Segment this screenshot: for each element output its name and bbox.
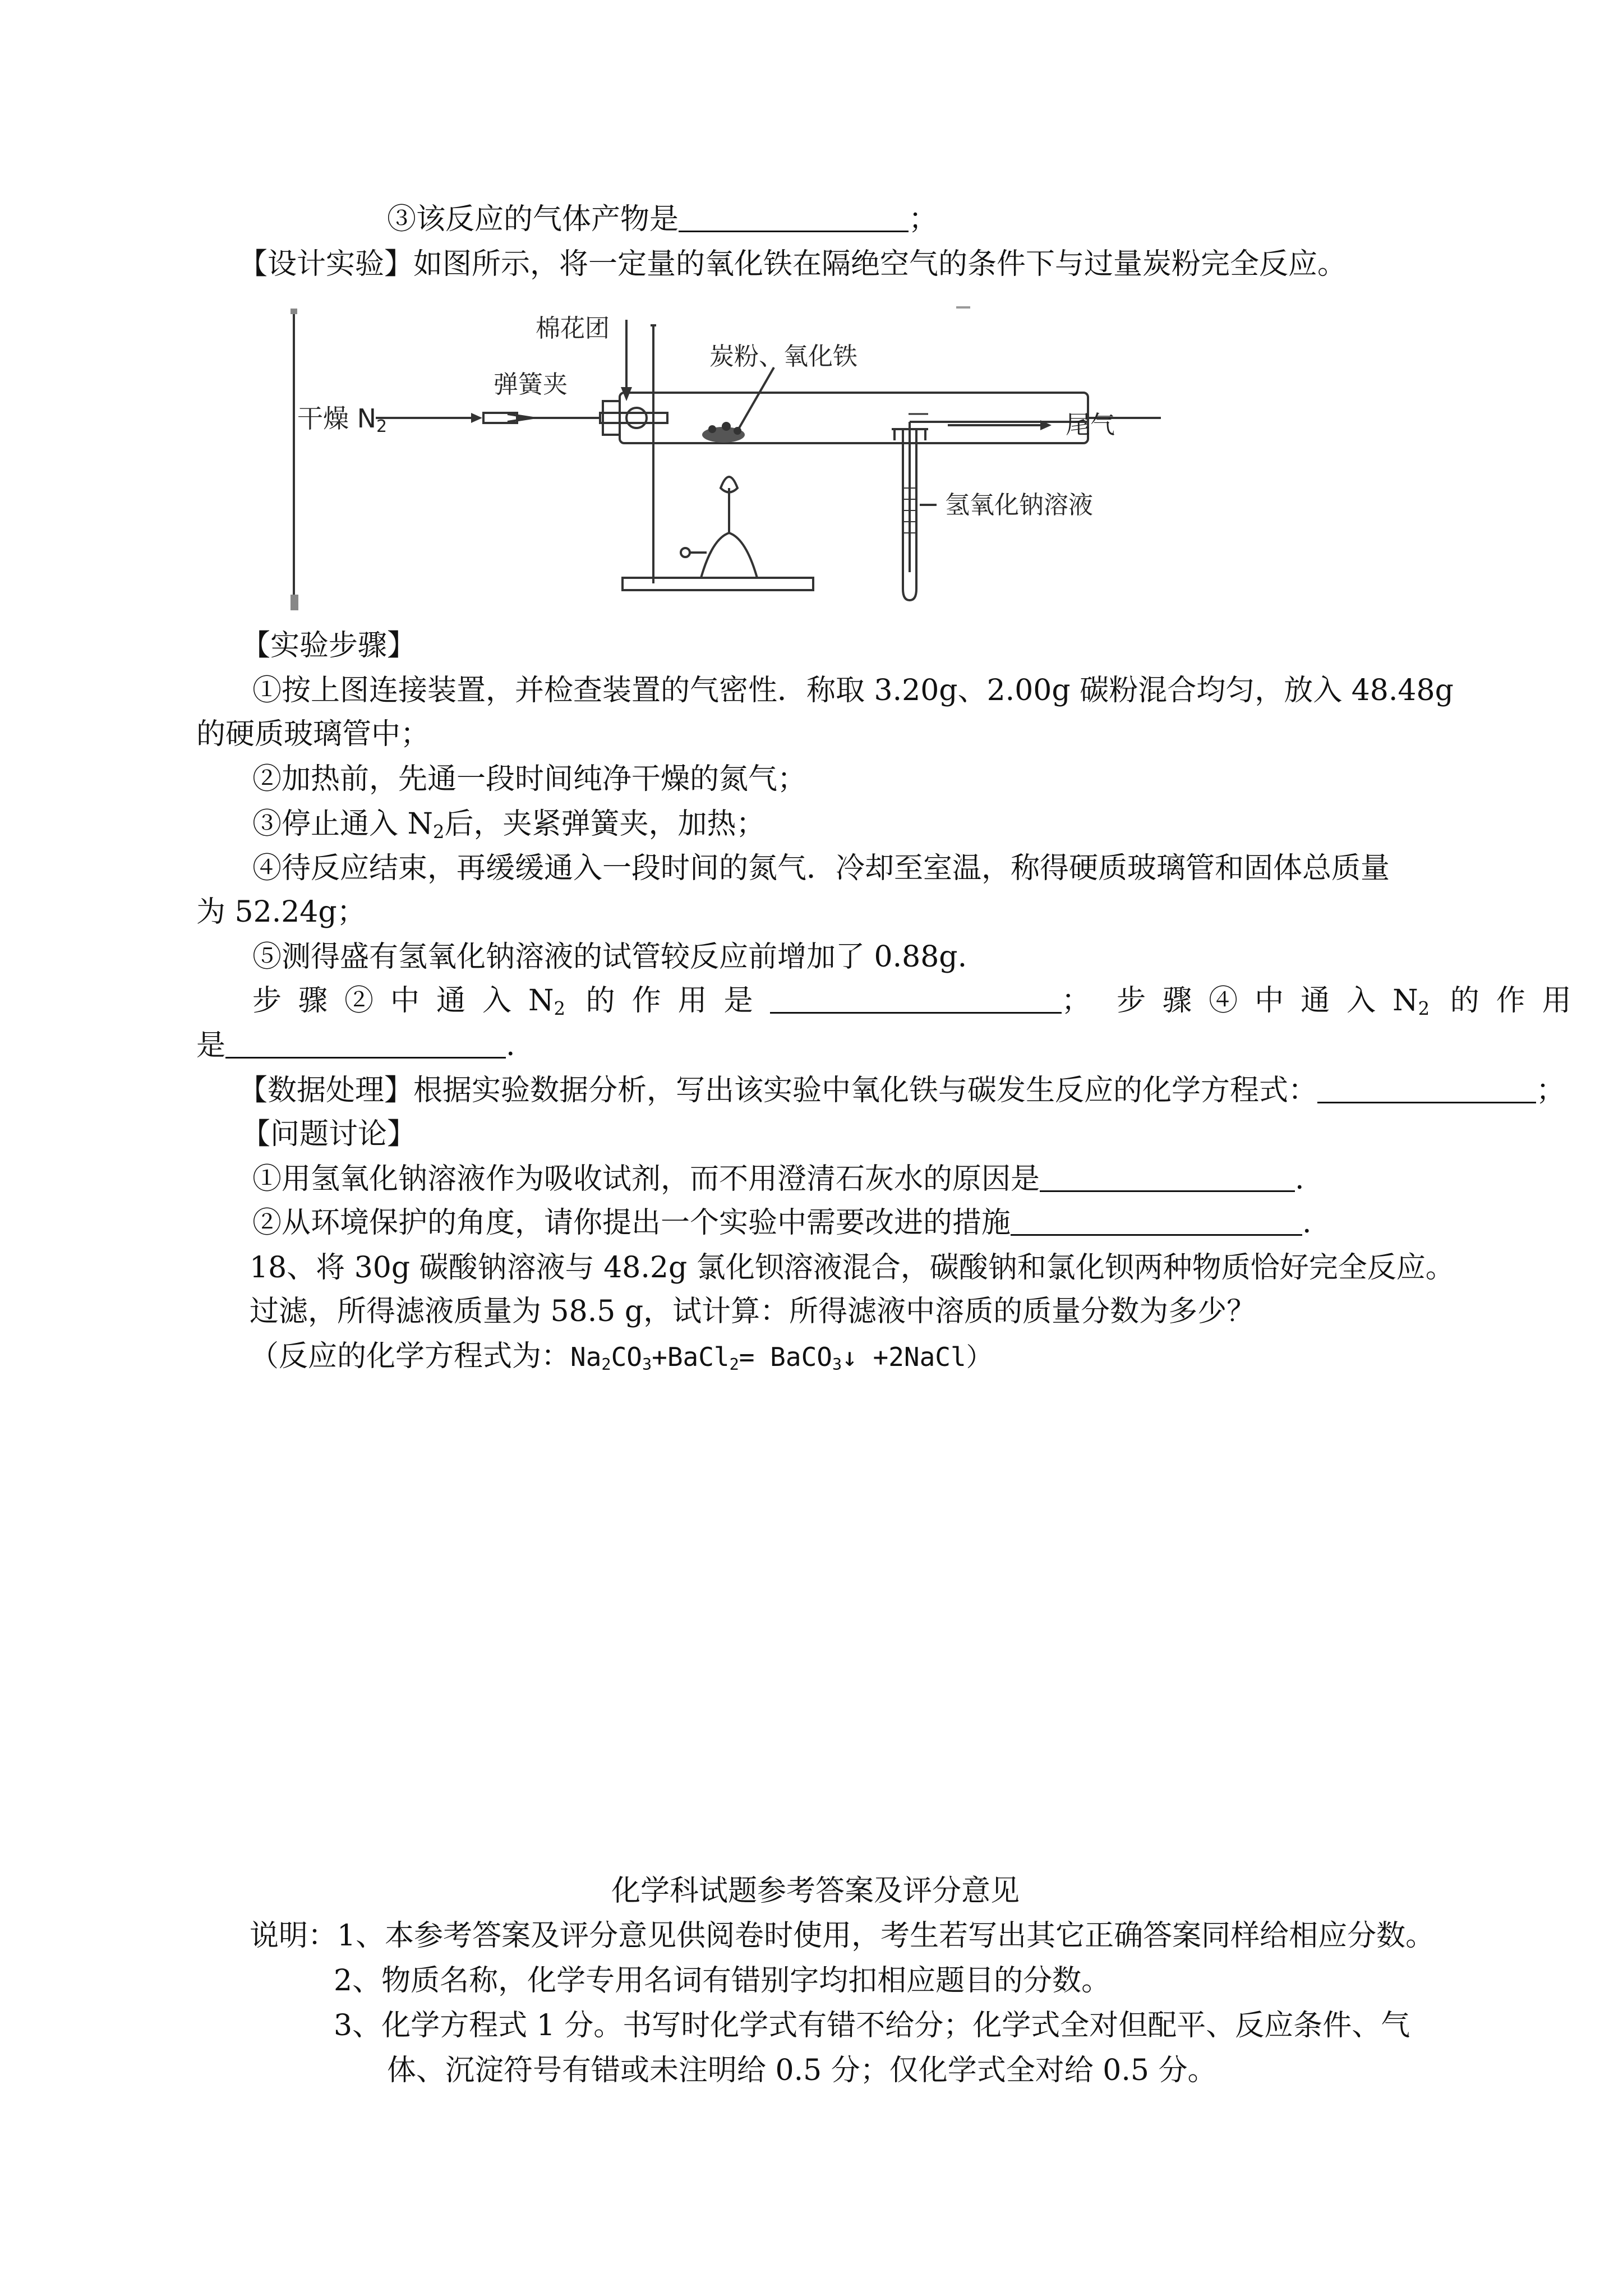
design-experiment-line: 【设计实验】如图所示，将一定量的氧化铁在隔绝空气的条件下与过量炭粉完全反应。	[238, 247, 1347, 281]
note-1: 说明：1、本参考答案及评分意见供阅卷时使用，考生若写出其它正确答案同样给相应分数。	[250, 1919, 1435, 1953]
section-heading: 【数据处理】	[238, 1074, 414, 1107]
question-n2-purpose: 步骤②中通入$N_2$ 的作用是 ； 步骤④中通入$N_2$ 的作用	[252, 984, 1588, 1020]
question-18-line-2: 过滤，所得滤液质量为 58.5 g，试计算：所得滤液中溶质的质量分数为多少？	[250, 1295, 1256, 1328]
label-mixture: 炭粉、氧化铁	[709, 342, 857, 371]
answer-blank[interactable]	[679, 231, 909, 232]
note-2: 2、物质名称，化学专用名词有错别字均扣相应题目的分数。	[334, 1964, 1111, 1998]
step-4-line-a: ④待反应结束，再缓缓通入一段时间的氮气．冷却至室温，称得硬质玻璃管和固体总质量	[252, 852, 1390, 885]
stand-base	[623, 578, 813, 590]
note-3-line-a: 3、化学方程式 1 分。书写时化学式有错不给分；化学式全对但配平、反应条件、气	[334, 2009, 1410, 2042]
question-18-line-1: 18、将 30g 碳酸钠溶液与 48.2g 氯化钡溶液混合，碳酸钠和氯化钡两种物质恰好完全反应。	[250, 1251, 1455, 1285]
answer-blank[interactable]	[1317, 1102, 1536, 1103]
answer-blank[interactable]	[225, 1057, 506, 1059]
label-dry-n2: 干燥 N2	[297, 403, 388, 436]
figure-border-marker	[291, 595, 298, 610]
answer-blank[interactable]	[770, 1012, 1062, 1014]
discussion-item-2: ②从环境保护的角度，请你提出一个实验中需要改进的措施 .	[252, 1206, 1312, 1240]
step-2: ②加热前，先通一段时间纯净干燥的氮气；	[252, 762, 807, 796]
apparatus-figure	[286, 303, 1161, 617]
answer-blank[interactable]	[1011, 1234, 1302, 1236]
question-n2-purpose-cont: 是 .	[196, 1029, 515, 1062]
label-spring-clamp: 弹簧夹	[494, 370, 568, 399]
discussion-item-1: ①用氢氧化钠溶液作为吸收试剂，而不用澄清石灰水的原因是 .	[252, 1162, 1304, 1196]
stopper	[603, 401, 620, 435]
step-3: ③停止通入 $N_2$后，夹紧弹簧夹，加热；	[252, 807, 766, 843]
discussion-heading: 【问题讨论】	[241, 1117, 417, 1151]
answer-blank[interactable]	[1040, 1190, 1295, 1192]
step-4-line-b: 为 52.24g；	[196, 895, 366, 929]
hard-glass-tube	[620, 393, 1088, 443]
label-tail-gas: 尾气	[1066, 411, 1115, 439]
cotton-ball-icon	[626, 408, 647, 428]
step-5: ⑤测得盛有氢氧化钠溶液的试管较反应前增加了 0.88g.	[252, 940, 967, 974]
step-1-line-b: 的硬质玻璃管中；	[196, 717, 430, 751]
note-3-line-b: 体、沉淀符号有错或未注明给 0.5 分；仅化学式全对给 0.5 分。	[387, 2054, 1217, 2087]
question-18-equation: （反应的化学方程式为：$Na_2CO_3+BaCl_2=$ BaCO$_3$↓ +2NaCl）	[250, 1340, 992, 1374]
answer-title: 化学科试题参考答案及评分意见	[611, 1874, 1020, 1908]
question-gas-product: ③该反应的气体产物是 ；	[387, 203, 938, 236]
mixture-powder-icon	[702, 422, 745, 443]
alcohol-lamp-icon	[701, 533, 757, 578]
section-heading: 【设计实验】	[238, 247, 414, 281]
step-1-line-a: ①按上图连接装置，并检查装置的气密性．称取 3.20g、2.00g 碳粉混合均匀，放入 48.48g	[252, 674, 1454, 707]
label-naoh-solution: 氢氧化钠溶液	[945, 491, 1093, 519]
steps-heading: 【实验步骤】	[241, 629, 417, 662]
data-processing-line: 【数据处理】根据实验数据分析，写出该实验中氧化铁与碳发生反应的化学方程式： ；	[238, 1074, 1566, 1107]
label-cotton-ball: 棉花团	[536, 314, 610, 343]
